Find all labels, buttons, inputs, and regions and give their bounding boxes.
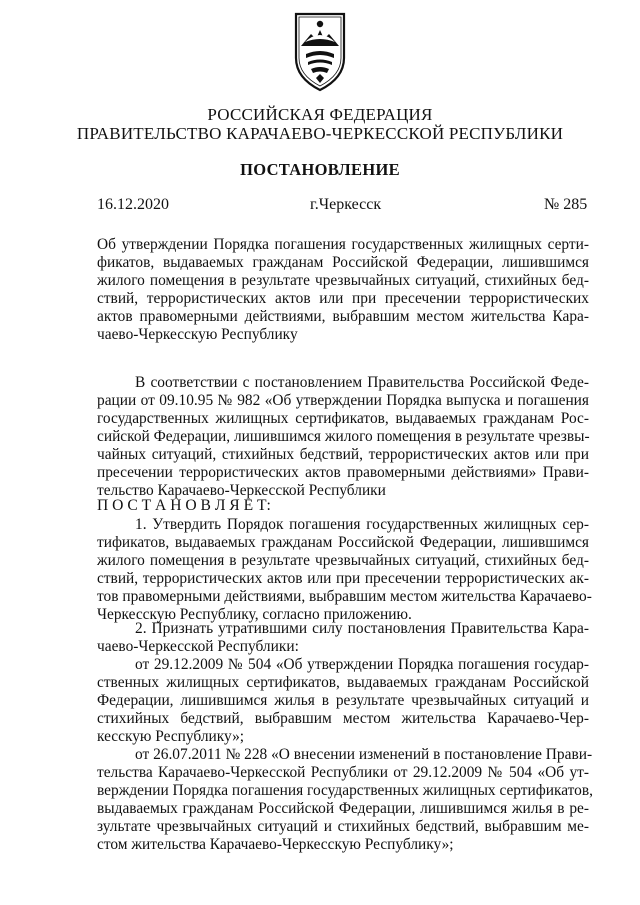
item2a-line: стихийных бедствий, выбравшим местом жительства Карачаево-Чер-	[97, 710, 589, 727]
preamble-line: сийской Федерации, лишившимся жилого помещения в результате чрезвы-	[97, 428, 590, 445]
item1-line: жилого помещения в результате чрезвычайных ситуаций, стихийных бед-	[97, 552, 589, 569]
preamble-line: пресечении террористических актов правомерными действиями» Прави-	[97, 464, 589, 481]
subject-line: Об утверждении Порядка погашения государственных жилищных серти-	[97, 236, 589, 253]
item2b-line: верждении Порядка погашения государственных жилищных сертификатов,	[97, 782, 593, 799]
item2b-line: выдаваемых гражданам Российской Федерации, лишившимся жилья в ре-	[97, 800, 589, 817]
item2a-line: от 29.12.2009 № 504 «Об утверждении Порядка погашения государ-	[135, 656, 589, 673]
preamble-line: государственных жилищных сертификатов, выдаваемых гражданам Рос-	[97, 410, 589, 427]
coat-of-arms-emblem	[292, 12, 348, 92]
item2b-line: зультате чрезвычайных ситуаций и стихийных бедствий, выбравшим ме-	[97, 818, 589, 835]
subject-line: жилого помещения в результате чрезвычайных ситуаций, стихийных бед-	[97, 272, 589, 289]
item2b-line: стом жительства Карачаево-Черкесскую Республику»;	[97, 836, 454, 853]
item1-line: Черкесскую Республику, согласно приложению.	[97, 606, 412, 623]
preamble-line: чайных ситуаций, стихийных бедствий, террористических актов или при	[97, 446, 589, 463]
document-city: г.Черкесск	[310, 196, 382, 213]
item1-line: тов правомерными действиями, выбравшим местом жительства Карачаево-	[97, 588, 592, 605]
subject-line: актов правомерными действиями, выбравшим местом жительства Кара-	[97, 308, 589, 325]
subject-line: фикатов, выдаваемых гражданам Российской Федерации, лишившимся	[97, 254, 589, 271]
country-header: РОССИЙСКАЯ ФЕДЕРАЦИЯ	[207, 105, 433, 124]
item2-line: чаево-Черкесской Республики:	[97, 638, 299, 655]
item1-line: ствий, террористических актов или при пресечении террористических ак-	[97, 570, 589, 587]
item2-line: 2. Признать утратившими силу постановления Правительства Кара-	[135, 620, 589, 637]
item2a-line: ственных жилищных сертификатов, выдаваемых гражданам Российской	[97, 674, 589, 691]
preamble-line: тельство Карачаево-Черкесской Республики	[97, 482, 386, 499]
document-type-title: ПОСТАНОВЛЕНИЕ	[240, 160, 400, 179]
document-date: 16.12.2020	[97, 196, 169, 213]
item1-line: тификатов, выдаваемых гражданам Российской Федерации, лишившимся	[97, 534, 589, 551]
preamble-line: В соответствии с постановлением Правительства Российской Феде-	[135, 374, 589, 391]
preamble-line: рации от 09.10.95 № 982 «Об утверждении Порядка выпуска и погашения	[97, 392, 589, 409]
document-number: № 285	[544, 196, 588, 213]
subject-line: чаево-Черкесскую Республику	[97, 326, 298, 343]
item1-line: 1. Утвердить Порядок погашения государственных жилищных сер-	[135, 516, 589, 533]
item2a-line: кесскую Республику»;	[97, 728, 245, 745]
subject-line: ствий, террористических актов или при пресечении террористических	[97, 290, 589, 307]
item2a-line: Федерации, лишившимся жилья в результате чрезвычайных ситуаций и	[97, 692, 589, 709]
decree-word: П О С Т А Н О В Л Я Е Т:	[97, 497, 271, 514]
government-header: ПРАВИТЕЛЬСТВО КАРАЧАЕВО-ЧЕРКЕССКОЙ РЕСПУБЛИКИ	[76, 124, 564, 143]
item2b-line: от 26.07.2011 № 228 «О внесении изменений в постановление Прави-	[135, 746, 593, 763]
item2b-line: тельства Карачаево-Черкесской Республики от 29.12.2009 № 504 «Об ут-	[97, 764, 589, 781]
